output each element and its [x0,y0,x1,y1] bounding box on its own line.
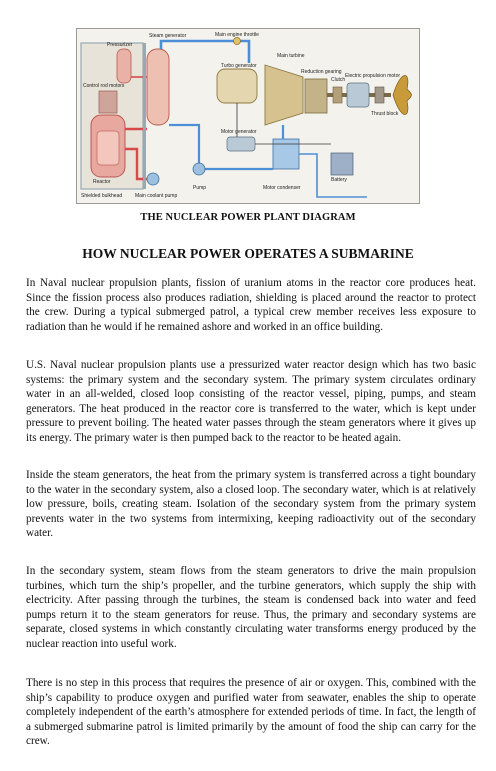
label-pump: Pump [193,185,207,191]
paragraph-fission-shielding: In Naval nuclear propulsion plants, fission of uranium atoms in the reactor core produces heat. Since the fission process also produces radiation, shielding is placed around the reactor to protect the crew. During a typical submerged patrol, a typical crew member receives less exposure to radiation than he would if he remained ashore and worked in an office building. [26,277,476,333]
label-main-coolant-pump: Main coolant pump [135,193,178,199]
paragraph-primary-system: U.S. Naval nuclear propulsion plants use a pressurized water reactor design which has two basic systems: the primary system and the secondary system. The primary system circulates ordinary water in an all-welded, closed loop consisting of the reactor vessel, piping, pumps, and steam generators. The heat produced in the reactor core is transferred to the water, which is kept under pressure to prevent boiling. The heated water passes through the steam generators where it gives up its energy. The primary water is then pumped back to the reactor to be heated again. [26,359,476,444]
label-main-turbine: Main turbine [277,53,305,59]
clutch [333,87,342,103]
page-heading: HOW NUCLEAR POWER OPERATES A SUBMARINE [82,246,414,261]
diagram-illustration [77,29,420,204]
label-shielded-bulkhead: Shielded bulkhead [81,193,123,199]
motor-generator [227,137,255,151]
nuclear-plant-diagram [76,28,420,204]
label-clutch: Clutch [331,77,346,83]
label-electric-propulsion-motor: Electric propulsion motor [345,73,401,79]
main-turbine [265,65,303,125]
thrust-block [375,87,384,103]
label-turbo-generator: Turbo generator [221,63,257,69]
reactor-core [97,131,119,165]
main-condenser [273,139,299,169]
label-pressurizer: Pressurizer [107,42,133,48]
propeller [393,75,412,114]
electric-propulsion-motor [347,83,369,107]
pressurizer [117,49,131,83]
battery [331,153,353,175]
label-main-engine-throttle: Main engine throttle [215,32,259,38]
shielded-bulkhead [143,43,146,189]
label-motor-condenser: Motor condenser [263,185,301,191]
label-reactor: Reactor [93,179,111,185]
steam-generator [147,49,169,125]
paragraph-secondary-system: Inside the steam generators, the heat from the primary system is transferred across a tight boundary to the water in the secondary system, also a closed loop. The secondary water, which is at relatively low pressure, boils, creating steam. Isolation of the secondary system from the primary system prevents water in the two systems from intermixing, keeping radioactivity out of the secondary water. [26,469,476,540]
feed-pump [193,163,205,175]
main-coolant-pump [147,173,159,185]
label-battery: Battery [331,177,347,183]
control-rod-motors [99,91,117,113]
label-thrust-block: Thrust block [371,111,399,117]
label-control-rod-motors: Control rod motors [83,83,125,89]
turbo-generator [217,69,257,103]
diagram-caption: THE NUCLEAR POWER PLANT DIAGRAM [140,212,356,223]
label-reduction-gearing: Reduction gearing [301,69,342,75]
main-engine-throttle [234,38,241,45]
label-motor-generator: Motor generator [221,129,257,135]
paragraph-turbines: In the secondary system, steam flows from the steam generators to drive the main propulsion turbines, which turn the ship’s propeller, and the turbine generators, which supply the ship with electricity. After passing through the turbines, the steam is condensed back into water and feed pumps return it to the steam generators for reuse. Thus, the primary and secondary systems are separate, closed systems in which constantly circulating water transforms energy produced by the nuclear reaction into useful work. [26,565,476,650]
label-steam-generator: Steam generator [149,33,187,39]
reduction-gearing [305,79,327,113]
paragraph-independence: There is no step in this process that requires the presence of air or oxygen. This, combined with the ship’s capability to produce oxygen and purified water from seawater, enables the ship to operate completely independent of the earth’s atmosphere for extended periods of time. In fact, the length of a submerged submarine patrol is limited primarily by the amount of food the ship can carry for the crew. [26,677,476,748]
